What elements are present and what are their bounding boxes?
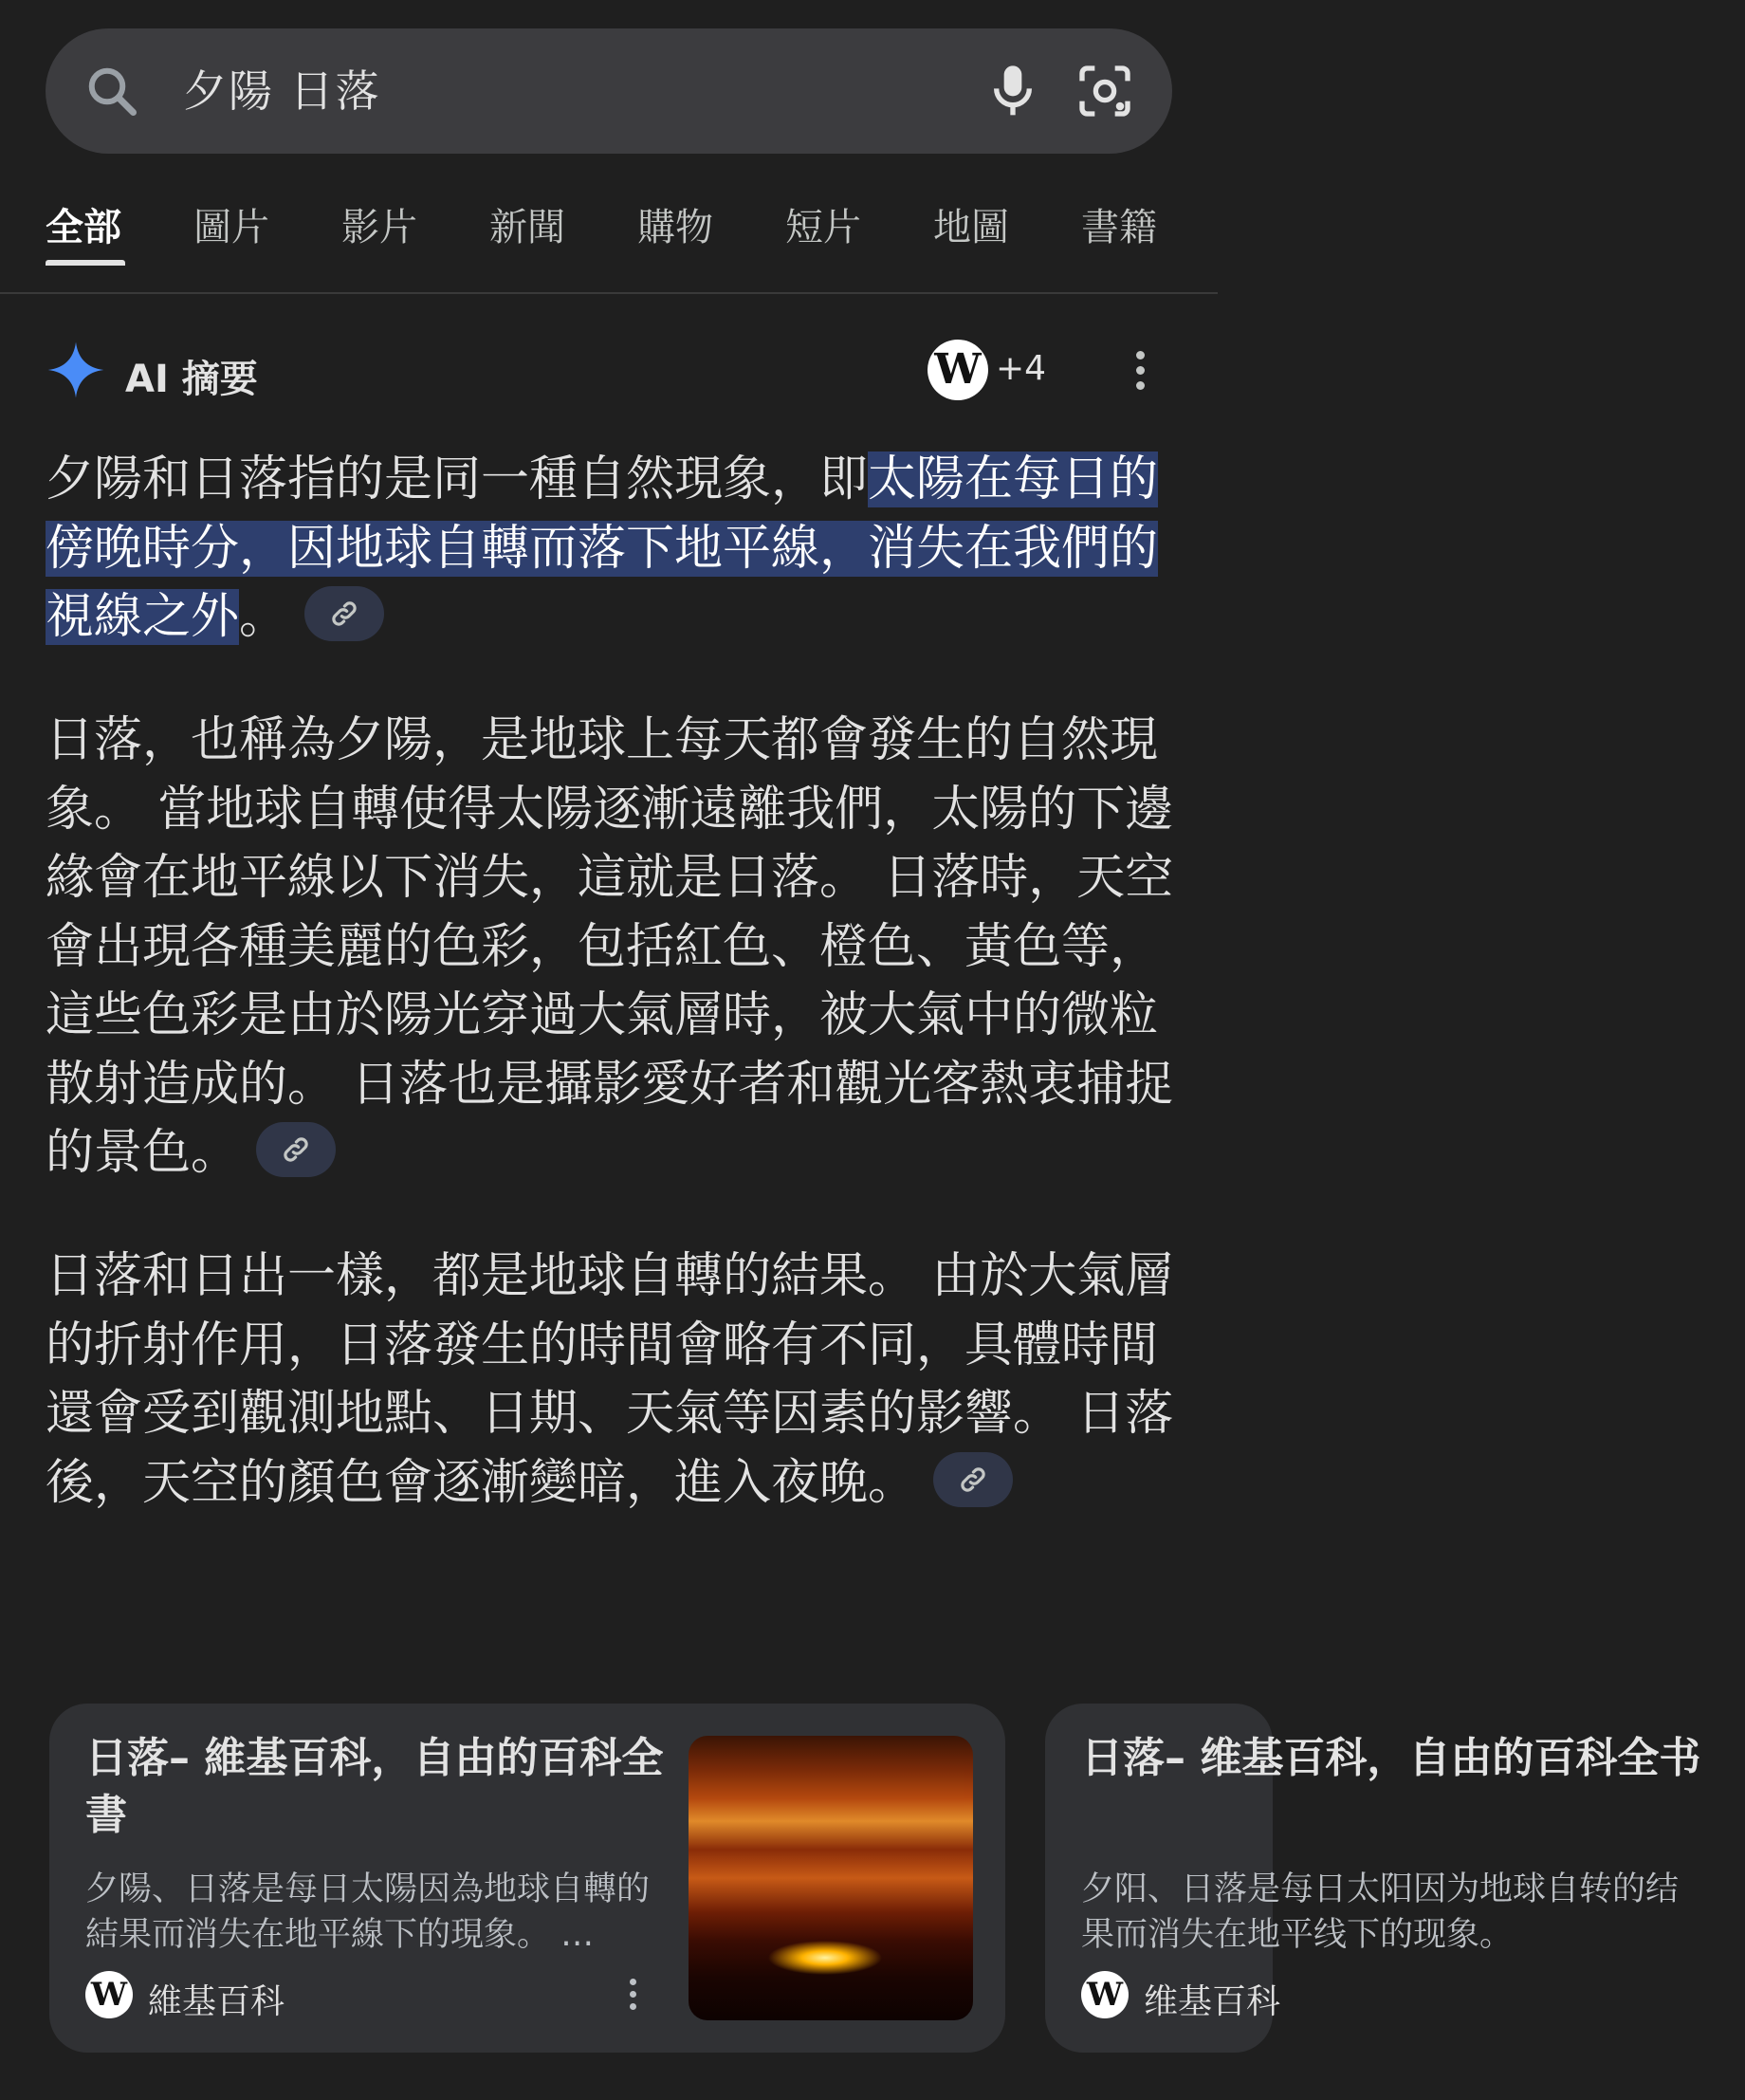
more-vert-icon[interactable]	[626, 1979, 639, 2020]
sparkle-icon	[46, 340, 106, 400]
ai-overview-paragraph-2	[46, 707, 1184, 1188]
sunset-thumbnail	[689, 1736, 973, 2020]
link-icon	[958, 1464, 988, 1495]
search-bar[interactable]	[46, 28, 1172, 154]
card-snippet: 夕陽、日落是每日太陽因為地球自轉的結果而消失在地平線下的現象。 …	[85, 1870, 651, 1954]
ai-overview-title: AI 摘要	[125, 358, 258, 401]
tab-news[interactable]: 新聞	[489, 206, 565, 249]
wikipedia-icon[interactable]: W	[928, 340, 988, 400]
mic-icon[interactable]	[983, 61, 1043, 121]
tab-maps[interactable]: 地圖	[933, 206, 1009, 249]
search-tabs	[0, 186, 1218, 294]
link-icon	[329, 599, 359, 629]
card-title[interactable]: 日落– 维基百科，自由的百科全书	[1081, 1734, 1701, 1782]
ai-overview-paragraph-3	[46, 1243, 1184, 1518]
card-title[interactable]: 日落– 維基百科，自由的百科全書	[85, 1734, 664, 1839]
tab-shorts[interactable]: 短片	[785, 206, 861, 249]
highlighted-text: 太陽在每日的傍晚時分，因地球自轉而落下地平線，消失在我們的視線之外	[46, 451, 1159, 645]
source-link-button[interactable]	[933, 1452, 1013, 1507]
source-link-button[interactable]	[304, 586, 384, 641]
tab-books[interactable]: 書籍	[1081, 206, 1157, 249]
card-source-name: 維基百科	[148, 1982, 285, 2021]
wikipedia-icon: W	[1081, 1971, 1129, 2018]
link-icon	[281, 1134, 311, 1165]
active-tab-indicator	[46, 260, 125, 266]
paragraph-end: 。	[239, 589, 288, 645]
card-snippet: 夕阳、日落是每日太阳因为地球自转的结果而消失在地平线下的现象。	[1081, 1870, 1680, 1954]
more-vert-icon[interactable]	[1129, 351, 1151, 396]
tab-all[interactable]: 全部	[46, 206, 121, 249]
paragraph-text: 日落和日出一樣，都是地球自轉的結果。 由於大氣層的折射作用，日落發生的時間會略有不同，具體時間還會受到觀測地點、日期、天氣等因素的影響。 日落後，天空的顏色會逐漸變暗，進入夜晚。	[46, 1248, 1174, 1511]
source-card[interactable]	[1045, 1704, 1701, 2053]
ai-overview-paragraph-1	[46, 446, 1184, 653]
paragraph-text: 夕陽和日落指的是同一種自然現象，即	[46, 451, 869, 507]
source-card[interactable]	[49, 1704, 1005, 2053]
search-input[interactable]: 夕陽 日落	[183, 65, 381, 117]
more-sources-count[interactable]: +4	[996, 349, 1047, 388]
card-source-name: 维基百科	[1144, 1982, 1281, 2021]
wikipedia-icon: W	[85, 1971, 133, 2018]
tab-shopping[interactable]: 購物	[637, 206, 713, 249]
lens-icon[interactable]	[1075, 61, 1135, 121]
ai-overview-header	[46, 338, 1174, 404]
tab-videos[interactable]: 影片	[341, 206, 417, 249]
tab-images[interactable]: 圖片	[193, 206, 269, 249]
paragraph-text: 日落，也稱為夕陽，是地球上每天都會發生的自然現象。 當地球自轉使得太陽逐漸遠離我們，太陽的下邊緣會在地平線以下消失，這就是日落。 日落時，天空會出現各種美麗的色彩，包括紅色、橙色、黃色等，這些色彩是由於陽光穿過大氣層時，被大氣中的微粒散射造成的。 日落也是攝影愛好者和觀光客熱衷捕捉的景色。	[46, 712, 1174, 1181]
search-icon	[83, 63, 140, 120]
source-link-button[interactable]	[256, 1122, 336, 1177]
